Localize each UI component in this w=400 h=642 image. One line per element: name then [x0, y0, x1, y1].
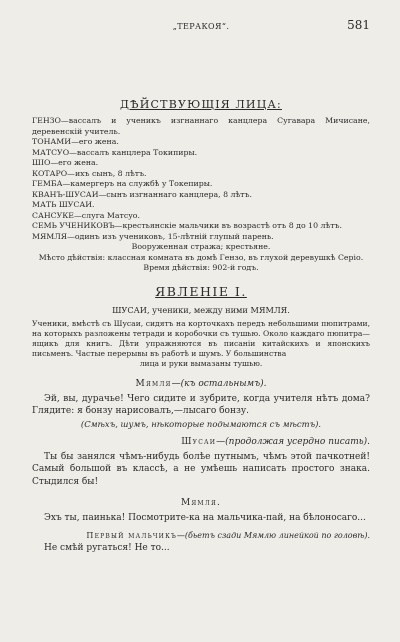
stage-direction-end: лица и руки вымазаны тушью. — [139, 358, 263, 368]
stage-direction — [32, 319, 370, 369]
cast-line: ШІО—его жена. — [32, 158, 99, 167]
speech-stage: (Смѣхъ, шумъ, нѣкоторые подымаются съ мѣстъ). — [80, 418, 322, 429]
speaker-line — [32, 437, 370, 447]
stage-direction-text: Ученики, вмѣстѣ съ Шусаи, сидятъ на корточкахъ передъ небольшими пюпитрами, на которыхъ разложены тетради и коробочки съ тушью. Около каждаго пюпитра—ящикъ для книгъ. Дѣти упражняются въ писаніи китайскихъ и японскихъ письменъ. Частые перерывы въ работѣ и шумъ. У большинства — [32, 318, 370, 358]
speaker-name: Мямля. — [180, 498, 222, 508]
cast-line: СЕМЬ УЧЕНИКОВЪ—крестьянскіе мальчики въ возрастѣ отъ 8 до 10 лѣтъ. — [32, 221, 342, 230]
cast-line: КОТАРО—ихъ сынъ, 8 лѣтъ. — [32, 168, 147, 178]
cast-line: ГЕНЗО—вассалъ и ученикъ изгнаннаго канцлера Сугавара Мичисане, деревенскій учитель. — [32, 116, 370, 136]
cast-place: Мѣсто дѣйствія: классная комната въ домѣ Гензо, въ глухой деревушкѣ Серіо. — [38, 252, 364, 262]
speaker-direction: —(къ остальнымъ). — [171, 378, 267, 389]
cast-list — [32, 116, 370, 274]
speaker-direction: —(бьетъ сзади Мямлю линейкой по головѣ). — [176, 530, 370, 540]
speaker-line — [32, 379, 370, 389]
cast-line: МАТСУО—вассалъ канцлера Токипиры. — [32, 147, 198, 157]
scene-title: ЯВЛЕНІЕ I. — [155, 283, 247, 299]
cast-line: КВАНЪ-ШУСАИ—сынъ изгнаннаго канцлера, 8 лѣтъ. — [32, 189, 252, 199]
book-page — [32, 14, 370, 629]
speaker-direction: —(продолжая усердно писать). — [216, 436, 370, 447]
cast-line: ТОНАМИ—его жена. — [32, 137, 119, 146]
speech: Эй, вы, дурачье! Чего сидите и зубрите, когда учителя нѣтъ дома? Глядите: я бонзу нарисовалъ,—лысаго бонзу. — [32, 393, 370, 416]
page-header — [32, 14, 370, 38]
cast-line: МЯМЛЯ—одинъ изъ учениковъ, 15-лѣтній глупый парень. — [32, 231, 274, 241]
cast-guards: Вооруженная стража; крестьяне. — [131, 242, 271, 251]
speech: Ты бы занялся чѣмъ-нибудь болѣе путнымъ, чѣмъ этой пачкотней! Самый большой въ классѣ, а не умѣешь написать простого знака. Стыдился бы! — [32, 451, 370, 487]
speaker-line — [32, 498, 370, 508]
speech: Не смѣй ругаться! Не то... — [44, 543, 170, 553]
speech: Эхъ ты, паинька! Посмотрите-ка на мальчика-пай, на бѣлоносаго... — [44, 513, 366, 523]
speaker-name: Шусаи — [181, 436, 217, 447]
speaker-name: Первый мальчикъ — [86, 530, 177, 540]
running-title: „ТЕРАКОЯ“. — [172, 22, 230, 31]
speaker-line — [32, 531, 370, 542]
cast-line: ГЕМБА—камергеръ на службѣ у Токепиры. — [32, 179, 213, 188]
cast-line: САНСУКЕ—слуга Матсуо. — [32, 210, 140, 220]
cast-time: Время дѣйствія: 902-й годъ. — [143, 263, 259, 272]
page-number: 581 — [347, 18, 370, 32]
scene-subtitle: ШУСАИ, ученики, между ними МЯМЛЯ. — [112, 304, 290, 315]
cast-heading: ДѢЙСТВУЮЩІЯ ЛИЦА: — [120, 98, 282, 111]
speaker-name: Мямля — [135, 378, 172, 389]
cast-line: МАТЬ ШУСАИ. — [32, 200, 95, 209]
